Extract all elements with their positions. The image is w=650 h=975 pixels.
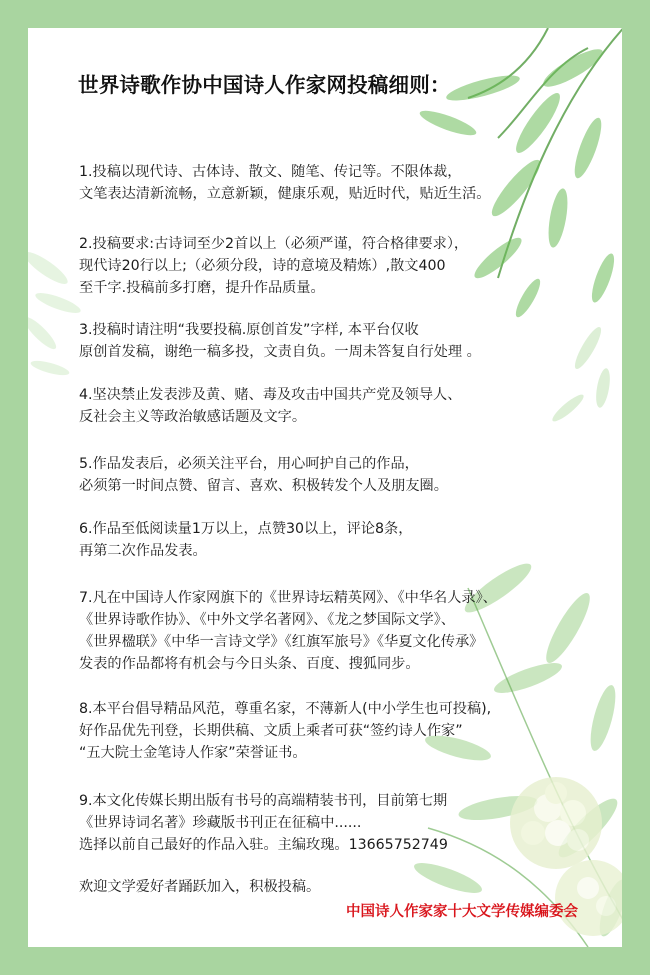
guideline-line: 必须第一时间点赞、留言、喜欢、积极转发个人及朋友圈。 <box>79 478 448 494</box>
guideline-line: 2.投稿要求:古诗词至少2首以上（必须严谨，符合格律要求）， <box>79 236 469 252</box>
guideline-item-7 <box>79 587 497 675</box>
guideline-line: 7.凡在中国诗人作家网旗下的《世界诗坛精英网》、《中华名人录》、 <box>79 590 497 606</box>
guideline-line: 5.作品发表后，必须关注平台，用心呵护自己的作品， <box>79 456 419 472</box>
guideline-item-5 <box>79 453 448 497</box>
guideline-item-8 <box>79 698 491 764</box>
guideline-line: 原创首发稿，谢绝一稿多投，文责自负。一周未答复自行处理 。 <box>79 344 481 360</box>
guideline-item-2 <box>79 233 468 299</box>
welcome-note <box>79 876 320 898</box>
poster-frame <box>28 28 622 947</box>
guideline-line: 文笔表达清新流畅，立意新颖，健康乐观，贴近时代，贴近生活。 <box>79 186 491 202</box>
guideline-line: “五大院士金笔诗人作家”荣誉证书。 <box>79 745 307 761</box>
guideline-line: 反社会主义等政治敏感话题及文字。 <box>79 409 307 425</box>
guidelines-content <box>28 28 622 947</box>
guideline-line: 发表的作品都将有机会与今日头条、百度、搜狐同步。 <box>79 656 420 672</box>
guideline-item-4 <box>79 384 461 428</box>
guideline-item-3 <box>79 319 481 363</box>
page-title: 世界诗歌作协中国诗人作家网投稿细则： <box>78 73 451 97</box>
guideline-line: 8.本平台倡导精品风范，尊重名家，不薄新人(中小学生也可投稿), <box>79 701 492 717</box>
guideline-item-6 <box>79 518 412 562</box>
guideline-line: 现代诗20行以上;（必须分段，诗的意境及精炼）,散文400 <box>79 258 446 274</box>
guideline-line: 至千字.投稿前多打磨，提升作品质量。 <box>79 280 325 296</box>
guideline-line: 《世界诗词名著》珍藏版书刊正在征稿中...... <box>79 815 362 831</box>
guideline-line: 《世界诗歌作协》、《中外文学名著网》、《龙之梦国际文学》、 <box>79 612 455 628</box>
editorial-committee-signature: 中国诗人作家家十大文学传媒编委会 <box>346 904 578 920</box>
guideline-line: 9.本文化传媒长期出版有书号的高端精装书刊，目前第七期 <box>79 793 448 809</box>
guideline-line: 好作品优先刊登，长期供稿、文质上乘者可获“签约诗人作家” <box>79 723 463 739</box>
guideline-line: 6.作品至低阅读量1万以上，点赞30以上，评论8条， <box>79 521 413 537</box>
guideline-line: 再第二次作品发表。 <box>79 543 207 559</box>
guideline-line: 1.投稿以现代诗、古体诗、散文、随笔、传记等。不限体裁， <box>79 164 462 180</box>
guideline-line: 3.投稿时请注明“我要投稿.原创首发”字样, 本平台仅收 <box>79 322 419 338</box>
guideline-item-1 <box>79 161 490 205</box>
guideline-item-9 <box>79 790 448 856</box>
guideline-line: 欢迎文学爱好者踊跃加入，积极投稿。 <box>79 879 321 895</box>
guideline-line: 《世界楹联》《中华一言诗文学》《红旗军旅号》《华夏文化传承》 <box>79 634 484 650</box>
guideline-line: 选择以前自己最好的作品入驻。主编玫瑰。13665752749 <box>79 837 448 853</box>
guideline-line: 4.坚决禁止发表涉及黄、赌、毒及攻击中国共产党及领导人、 <box>79 387 462 403</box>
